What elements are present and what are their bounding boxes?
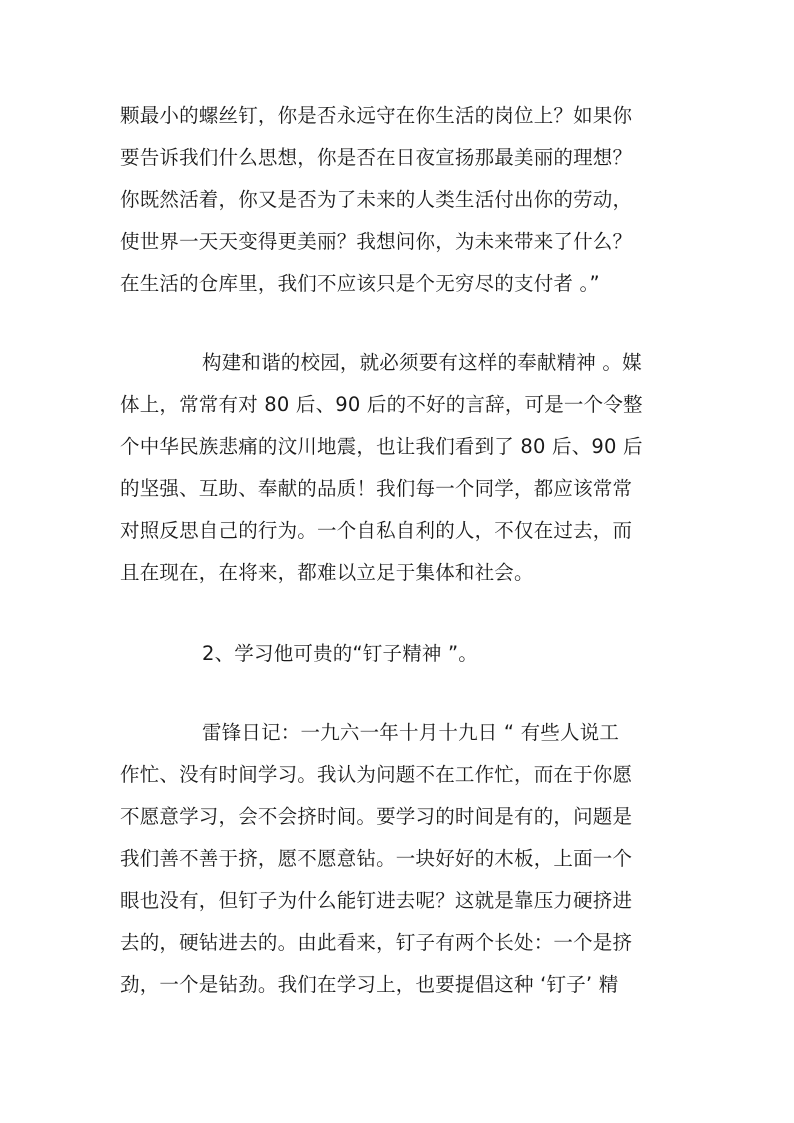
text-line: 不愿意学习，会不会挤时间。要学习的时间是有的，问题是 (120, 805, 633, 828)
text-line: 我们善不善于挤，愿不愿意钻。一块好好的木板，上面一个 (120, 847, 633, 870)
text-line: 使世界一天天变得更美丽？我想问你，为未来带来了什么？ (120, 230, 633, 253)
text-line: 你既然活着，你又是否为了未来的人类生活付出你的劳动， (120, 188, 633, 211)
text-line: 要告诉我们什么思想，你是否在日夜宣扬那最美丽的理想？ (120, 146, 633, 169)
text-line: 去的，硬钻进去的。由此看来，钉子有两个长处：一个是挤 (120, 931, 633, 954)
text-line: 雷锋日记：一九六一年十月十九日 “ 有些人说工 (202, 721, 620, 744)
text-line: 眼也没有，但钉子为什么能钉进去呢？这就是靠压力硬挤进 (120, 889, 633, 912)
text-line: 的坚强、互助、奉献的品质！我们每一个同学，都应该常常 (120, 477, 633, 500)
text-line: 构建和谐的校园，就必须要有这样的奉献精神 。媒 (202, 351, 642, 374)
text-line: 劲，一个是钻劲。我们在学习上，也要提倡这种 ‘钉子’ 精 (120, 973, 619, 996)
text-line: 且在现在，在将来，都难以立足于集体和社会。 (120, 561, 534, 584)
text-line: 颗最小的螺丝钉，你是否永远守在你生活的岗位上？如果你 (120, 104, 633, 127)
text-line: 在生活的仓库里，我们不应该只是个无穷尽的支付者 。” (120, 272, 600, 295)
text-line: 个中华民族悲痛的汶川地震，也让我们看到了 80 后、90 后 (120, 435, 643, 458)
text-line: 对照反思自己的行为。一个自私自利的人，不仅在过去，而 (120, 519, 633, 542)
text-line: 作忙、没有时间学习。我认为问题不在工作忙，而在于你愿 (120, 763, 633, 786)
text-line: 2、学习他可贵的“钉子精神 ”。 (202, 642, 479, 665)
text-line: 体上，常常有对 80 后、90 后的不好的言辞，可是一个令整 (120, 393, 643, 416)
